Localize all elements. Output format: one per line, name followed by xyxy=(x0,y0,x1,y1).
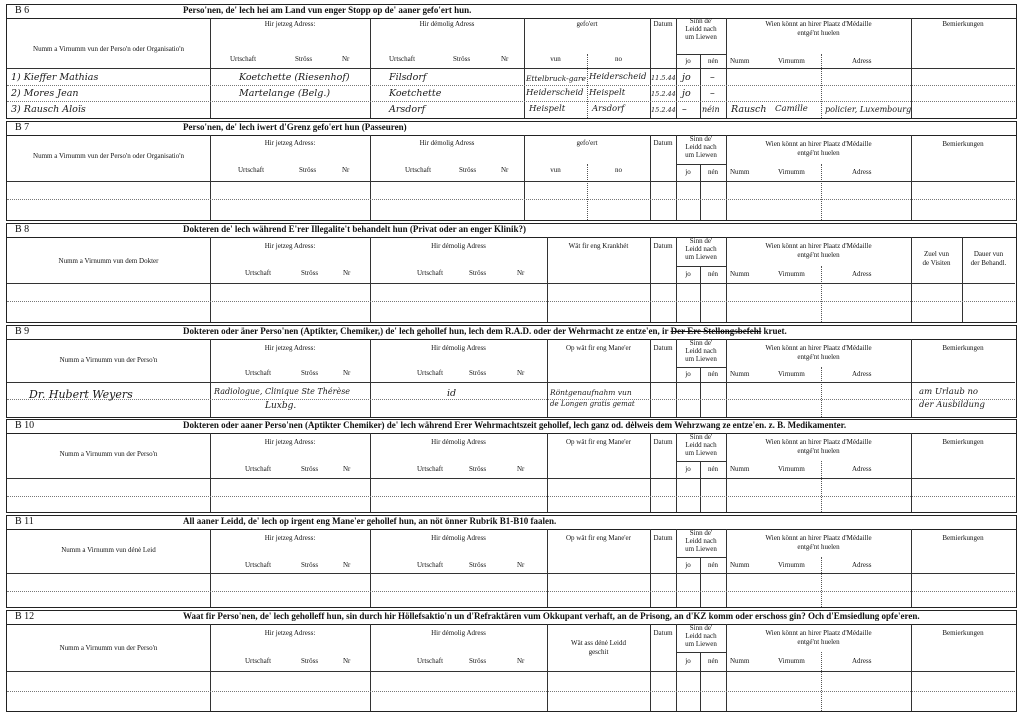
visits-header xyxy=(911,250,962,268)
remarks-header: Bemierkungen xyxy=(942,629,984,637)
sinn-line3: um Liewen xyxy=(685,545,717,553)
col-stross: Ströss xyxy=(301,269,319,277)
section-b6 xyxy=(6,4,1017,119)
name-col-header: Numm a Virnumm vun der Perso'n xyxy=(59,356,158,364)
col-stross: Ströss xyxy=(469,561,487,569)
former-address-header: Hir démolig Adress xyxy=(431,534,486,542)
sinn-header xyxy=(676,339,726,363)
col-urtschaft: Urtschaft xyxy=(417,657,444,665)
remarks-header: Bemierkungen xyxy=(942,20,984,28)
sinn-line3: um Liewen xyxy=(685,449,717,457)
table-row-from: Heispelt xyxy=(529,104,566,114)
col-jo: jo xyxy=(685,657,691,665)
col-nr: Nr xyxy=(501,55,509,63)
medal-line1: Wien könnt an hirer Plaatz d'Médaille xyxy=(765,140,872,148)
col-numm: Numm xyxy=(730,57,750,65)
duration-line1: Dauer vun xyxy=(973,250,1004,258)
table-row-former-address: id xyxy=(447,388,457,399)
section-title: All aaner Leidd, de' lech op irgent eng Mane'er gehollef hun, an nöt önner Rubrik B1-B10 faalen. xyxy=(183,516,557,526)
col-nr: Nr xyxy=(501,166,509,174)
col-no: no xyxy=(615,55,622,63)
section-code: B 7 xyxy=(15,122,30,133)
col-nen: nén xyxy=(707,57,719,65)
title-part: kruet. xyxy=(761,326,787,336)
name-col-header: Numm a Virnumm vun der Perso'n xyxy=(59,644,158,652)
medal-line1: Wien könnt an hirer Plaatz d'Médaille xyxy=(765,242,872,250)
medal-line2: entgé'nt huelen xyxy=(797,29,840,37)
former-address-header: Hir démolig Adress xyxy=(431,438,486,446)
section-title: Dokteren oder aaner Perso'nen (Aptikter Chemiker) de' lech während Erer Wehrmachtszeit gehollef, lech ganz od. dėlweis dem Wehrzwang ze entze'en. z. B. Medikamenter. xyxy=(183,420,847,430)
col-adress: Adress xyxy=(852,370,872,378)
current-address-header: Hir jetzeg Adress: xyxy=(264,438,316,446)
manner-header: Op wät fir eng Mane'er xyxy=(565,438,631,446)
section-b12 xyxy=(6,610,1017,712)
sinn-line2: Leidd nach xyxy=(685,441,717,449)
col-adress: Adress xyxy=(852,657,872,665)
datum-header: Datum xyxy=(653,139,673,147)
table-row-current-address: Martelange (Belg.) xyxy=(239,88,331,99)
col-stross: Ströss xyxy=(295,55,313,63)
table-row-date: 15.2.44 xyxy=(651,106,676,114)
remarks-header: Bemierkungen xyxy=(942,438,984,446)
col-nr: Nr xyxy=(517,269,525,277)
sinn-line2: Leidd nach xyxy=(685,245,717,253)
col-stross: Ströss xyxy=(469,269,487,277)
sinn-line1: Sinn de' xyxy=(689,433,713,441)
col-urtschaft: Urtschaft xyxy=(245,465,272,473)
col-stross: Ströss xyxy=(299,166,317,174)
col-virnumm: Virnumm xyxy=(778,57,805,65)
table-row-medal-address: policier, Luxembourg xyxy=(825,105,912,114)
sinn-line3: um Liewen xyxy=(685,640,717,648)
table-row-name: 3) Rausch Aloïs xyxy=(11,104,86,115)
sinn-line2: Leidd nach xyxy=(685,143,717,151)
medal-header xyxy=(726,20,911,38)
section-header xyxy=(7,224,1016,238)
sinn-line2: Leidd nach xyxy=(685,347,717,355)
sinn-header xyxy=(676,529,726,553)
current-address-header: Hir jetzeg Adress: xyxy=(264,139,316,147)
current-address-header: Hir jetzeg Adress: xyxy=(264,20,316,28)
col-adress: Adress xyxy=(852,270,872,278)
col-virnumm: Virnumm xyxy=(778,168,805,176)
medal-line1: Wien könnt an hirer Plaatz d'Médaille xyxy=(765,534,872,542)
table-row-to: Heiderscheid xyxy=(589,72,647,82)
table-row-current-address-2: Luxbg. xyxy=(265,401,297,411)
what-happened-header xyxy=(547,639,650,657)
current-address-header: Hir jetzeg Adress: xyxy=(264,242,316,250)
table-row-remarks-2: der Ausbildung xyxy=(919,400,985,410)
medal-header xyxy=(726,629,911,647)
datum-header: Datum xyxy=(653,344,673,352)
table-row-yes: jo xyxy=(682,88,691,99)
col-nr: Nr xyxy=(342,55,350,63)
col-nr: Nr xyxy=(517,369,525,377)
table-row-no: – xyxy=(710,72,715,83)
col-urtschaft: Urtschaft xyxy=(389,55,416,63)
former-address-header: Hir démolig Adress xyxy=(431,344,486,352)
col-virnumm: Virnumm xyxy=(778,370,805,378)
col-urtschaft: Urtschaft xyxy=(417,465,444,473)
medal-header xyxy=(726,534,911,552)
medal-header xyxy=(726,140,911,158)
col-nen: nén xyxy=(707,657,719,665)
section-code: B 6 xyxy=(15,5,30,16)
col-nen: nén xyxy=(707,561,719,569)
table-row-to: Arsdorf xyxy=(592,104,625,114)
name-col-header: Numm a Virnumm vun der Perso'n oder Organisatio'n xyxy=(33,152,184,160)
col-nr: Nr xyxy=(517,561,525,569)
medal-header xyxy=(726,438,911,456)
table-row-no: – xyxy=(710,88,715,99)
section-header xyxy=(7,611,1016,625)
table-row-from: Ettelbruck-gare xyxy=(526,74,586,83)
sinn-line3: um Liewen xyxy=(685,33,717,41)
col-numm: Numm xyxy=(730,370,750,378)
table-row-former-address: Filsdorf xyxy=(389,72,427,83)
col-nr: Nr xyxy=(517,657,525,665)
current-address-header: Hir jetzeg Adress: xyxy=(264,344,316,352)
former-address-header: Hir démolig Adress xyxy=(431,629,486,637)
krankheet-header: Wät fir eng Krankhét xyxy=(568,242,629,250)
medal-line1: Wien könnt an hirer Plaatz d'Médaille xyxy=(765,344,872,352)
sinn-header xyxy=(676,135,726,159)
col-urtschaft: Urtschaft xyxy=(417,561,444,569)
table-row-former-address: Arsdorf xyxy=(389,104,426,115)
what-happened-line1: Wät ass dénė Leidd xyxy=(570,639,626,647)
table-row-yes: – xyxy=(682,104,687,115)
title-struck: Der Ere Stellongsbefehl xyxy=(670,326,762,336)
section-header xyxy=(7,122,1016,136)
col-nr: Nr xyxy=(517,465,525,473)
sinn-line1: Sinn de' xyxy=(689,529,713,537)
title-part: Dokteren oder äner Perso'nen (Aptikter, Chemiker,) de' lech gehollef hun, lech dem R.A.D. oder der Wehrmacht ze entze'en, ir xyxy=(183,326,671,336)
section-code: B 8 xyxy=(15,224,30,235)
col-stross: Ströss xyxy=(301,465,319,473)
table-row-former-address: Koetchette xyxy=(389,88,442,99)
col-nen: nén xyxy=(707,370,719,378)
section-title: Perso'nen, de' lech iwert d'Grenz gefo'ert hun (Passeuren) xyxy=(183,122,407,132)
medal-line2: entgé'nt huelen xyxy=(797,638,840,646)
sinn-line1: Sinn de' xyxy=(689,339,713,347)
what-happened-line2: geschit xyxy=(588,648,609,656)
col-numm: Numm xyxy=(730,168,750,176)
section-header xyxy=(7,516,1016,530)
sinn-line1: Sinn de' xyxy=(689,237,713,245)
sinn-line2: Leidd nach xyxy=(685,632,717,640)
datum-header: Datum xyxy=(653,534,673,542)
col-stross: Ströss xyxy=(469,657,487,665)
col-vun: vun xyxy=(550,166,561,174)
section-code: B 10 xyxy=(15,420,35,431)
section-code: B 11 xyxy=(15,516,34,527)
table-row-to: Heispelt xyxy=(589,88,626,98)
table-row-date: 15.2.44 xyxy=(651,90,676,98)
medal-line1: Wien könnt an hirer Plaatz d'Médaille xyxy=(765,629,872,637)
table-row-medal-name: Rausch xyxy=(731,104,767,115)
col-nr: Nr xyxy=(343,561,351,569)
section-title: Perso'nen, de' lech hei am Land vun enger Stopp op de' aaner gefo'ert hun. xyxy=(183,5,472,15)
col-jo: jo xyxy=(685,561,691,569)
sinn-line2: Leidd nach xyxy=(685,25,717,33)
section-code: B 12 xyxy=(15,611,35,622)
section-title: Waat fir Perso'nen, de' lech geholleff hun, sin durch hir Höllefsaktio'n un d'Refraktären vum Okkupant verhaft, an de Prisong, an d'KZ komm oder erschoss gin? Och d'Emsiedlung opfe'eren. xyxy=(183,611,920,621)
col-nen: nén xyxy=(707,270,719,278)
table-row-current-address: Radiologue, Clinique Ste Thérèse xyxy=(214,387,351,396)
col-nr: Nr xyxy=(343,465,351,473)
former-address-header: Hir démolig Adress xyxy=(431,242,486,250)
remarks-header: Bemierkungen xyxy=(942,140,984,148)
gefoert-header: gefo'ert xyxy=(576,139,598,147)
col-nr: Nr xyxy=(343,657,351,665)
gefoert-header: gefo'ert xyxy=(576,20,598,28)
col-nr: Nr xyxy=(343,269,351,277)
col-virnumm: Virnumm xyxy=(778,465,805,473)
col-numm: Numm xyxy=(730,657,750,665)
col-jo: jo xyxy=(685,57,691,65)
former-address-header: Hir démolig Adress xyxy=(419,20,475,28)
datum-header: Datum xyxy=(653,20,673,28)
manner-header: Op wät fir eng Mane'er xyxy=(565,534,631,542)
sinn-line1: Sinn de' xyxy=(689,624,713,632)
medal-line2: entgé'nt huelen xyxy=(797,543,840,551)
sinn-header xyxy=(676,17,726,41)
col-urtschaft: Urtschaft xyxy=(405,166,432,174)
col-urtschaft: Urtschaft xyxy=(245,561,272,569)
col-virnumm: Virnumm xyxy=(778,561,805,569)
col-adress: Adress xyxy=(852,465,872,473)
col-urtschaft: Urtschaft xyxy=(238,166,265,174)
col-urtschaft: Urtschaft xyxy=(245,269,272,277)
sinn-header xyxy=(676,237,726,261)
table-row-remarks: am Urlaub no xyxy=(919,387,979,397)
col-urtschaft: Urtschaft xyxy=(245,657,272,665)
col-numm: Numm xyxy=(730,561,750,569)
manner-header: Op wät fir eng Mane'er xyxy=(565,344,631,352)
datum-header: Datum xyxy=(653,242,673,250)
duration-line2: der Behandl. xyxy=(970,259,1007,267)
col-stross: Ströss xyxy=(469,369,487,377)
name-col-header: Numm a Virnumm vun der Perso'n oder Organisatio'n xyxy=(33,45,184,53)
col-adress: Adress xyxy=(852,168,872,176)
table-row-from: Heiderscheid xyxy=(526,88,584,98)
col-vun: vun xyxy=(550,55,561,63)
table-row-name: Dr. Hubert Weyers xyxy=(29,388,133,401)
col-stross: Ströss xyxy=(453,55,471,63)
table-row-current-address: Koetchette (Riesenhof) xyxy=(239,72,350,83)
sinn-line3: um Liewen xyxy=(685,151,717,159)
table-row-name: 1) Kieffer Mathias xyxy=(11,72,99,83)
name-col-header: Numm a Virnumm vun der Perso'n xyxy=(59,450,158,458)
medal-line2: entgé'nt huelen xyxy=(797,447,840,455)
section-header xyxy=(7,326,1016,340)
name-col-header: Numm a Virnumm vun dénė Leid xyxy=(61,546,156,554)
medal-line1: Wien könnt an hirer Plaatz d'Médaille xyxy=(765,438,872,446)
section-title xyxy=(183,326,787,336)
col-nr: Nr xyxy=(342,166,350,174)
section-b7 xyxy=(6,121,1017,221)
section-code: B 9 xyxy=(15,326,30,337)
medal-line2: entgé'nt huelen xyxy=(797,149,840,157)
table-row-no: néin xyxy=(702,105,720,114)
col-jo: jo xyxy=(685,270,691,278)
section-header xyxy=(7,5,1016,19)
col-jo: jo xyxy=(685,370,691,378)
col-virnumm: Virnumm xyxy=(778,270,805,278)
section-b10 xyxy=(6,419,1017,513)
section-header xyxy=(7,420,1016,434)
sinn-header xyxy=(676,624,726,648)
sinn-header xyxy=(676,433,726,457)
col-urtschaft: Urtschaft xyxy=(230,55,257,63)
table-row-manner-2: de Longen gratis gemat xyxy=(550,400,635,408)
col-stross: Ströss xyxy=(301,657,319,665)
col-numm: Numm xyxy=(730,270,750,278)
section-b9 xyxy=(6,325,1017,418)
table-row-yes: jo xyxy=(682,72,691,83)
name-col-header: Numm a Virnumm vun dem Dokter xyxy=(58,257,159,265)
col-numm: Numm xyxy=(730,465,750,473)
section-title: Dokteren de' lech während E'rer Illegalite't behandelt hun (Privat oder an enger Klinik?) xyxy=(183,224,527,234)
col-urtschaft: Urtschaft xyxy=(245,369,272,377)
col-jo: jo xyxy=(685,168,691,176)
current-address-header: Hir jetzeg Adress: xyxy=(264,534,316,542)
table-row-medal-firstname: Camille xyxy=(775,104,808,114)
former-address-header: Hir démolig Adress xyxy=(419,139,475,147)
col-virnumm: Virnumm xyxy=(778,657,805,665)
visits-line1: Zuel vun xyxy=(923,250,950,258)
medal-line2: entgé'nt huelen xyxy=(797,353,840,361)
current-address-header: Hir jetzeg Adress: xyxy=(264,629,316,637)
sinn-line3: um Liewen xyxy=(685,355,717,363)
medal-line1: Wien könnt an hirer Plaatz d'Médaille xyxy=(765,20,872,28)
section-b11 xyxy=(6,515,1017,608)
remarks-header: Bemierkungen xyxy=(942,344,984,352)
sinn-line1: Sinn de' xyxy=(689,135,713,143)
col-stross: Ströss xyxy=(301,561,319,569)
sinn-line1: Sinn de' xyxy=(689,17,713,25)
col-nr: Nr xyxy=(343,369,351,377)
col-stross: Ströss xyxy=(301,369,319,377)
col-stross: Ströss xyxy=(459,166,477,174)
medal-line2: entgé'nt huelen xyxy=(797,251,840,259)
datum-header: Datum xyxy=(653,629,673,637)
visits-line2: de Visiten xyxy=(922,259,951,267)
col-urtschaft: Urtschaft xyxy=(417,269,444,277)
col-nen: nén xyxy=(707,465,719,473)
col-jo: jo xyxy=(685,465,691,473)
col-adress: Adress xyxy=(852,57,872,65)
col-urtschaft: Urtschaft xyxy=(417,369,444,377)
sinn-line2: Leidd nach xyxy=(685,537,717,545)
table-row-manner: Röntgenaufnahm vun xyxy=(550,388,632,397)
medal-header xyxy=(726,242,911,260)
medal-header xyxy=(726,344,911,362)
section-b8 xyxy=(6,223,1017,323)
col-adress: Adress xyxy=(852,561,872,569)
datum-header: Datum xyxy=(653,438,673,446)
duration-header xyxy=(962,250,1015,268)
col-no: no xyxy=(615,166,622,174)
sinn-line3: um Liewen xyxy=(685,253,717,261)
col-nen: nén xyxy=(707,168,719,176)
remarks-header: Bemierkungen xyxy=(942,534,984,542)
table-row-date: 11.5.44 xyxy=(651,74,676,82)
table-row-name: 2) Mores Jean xyxy=(11,88,79,99)
col-stross: Ströss xyxy=(469,465,487,473)
